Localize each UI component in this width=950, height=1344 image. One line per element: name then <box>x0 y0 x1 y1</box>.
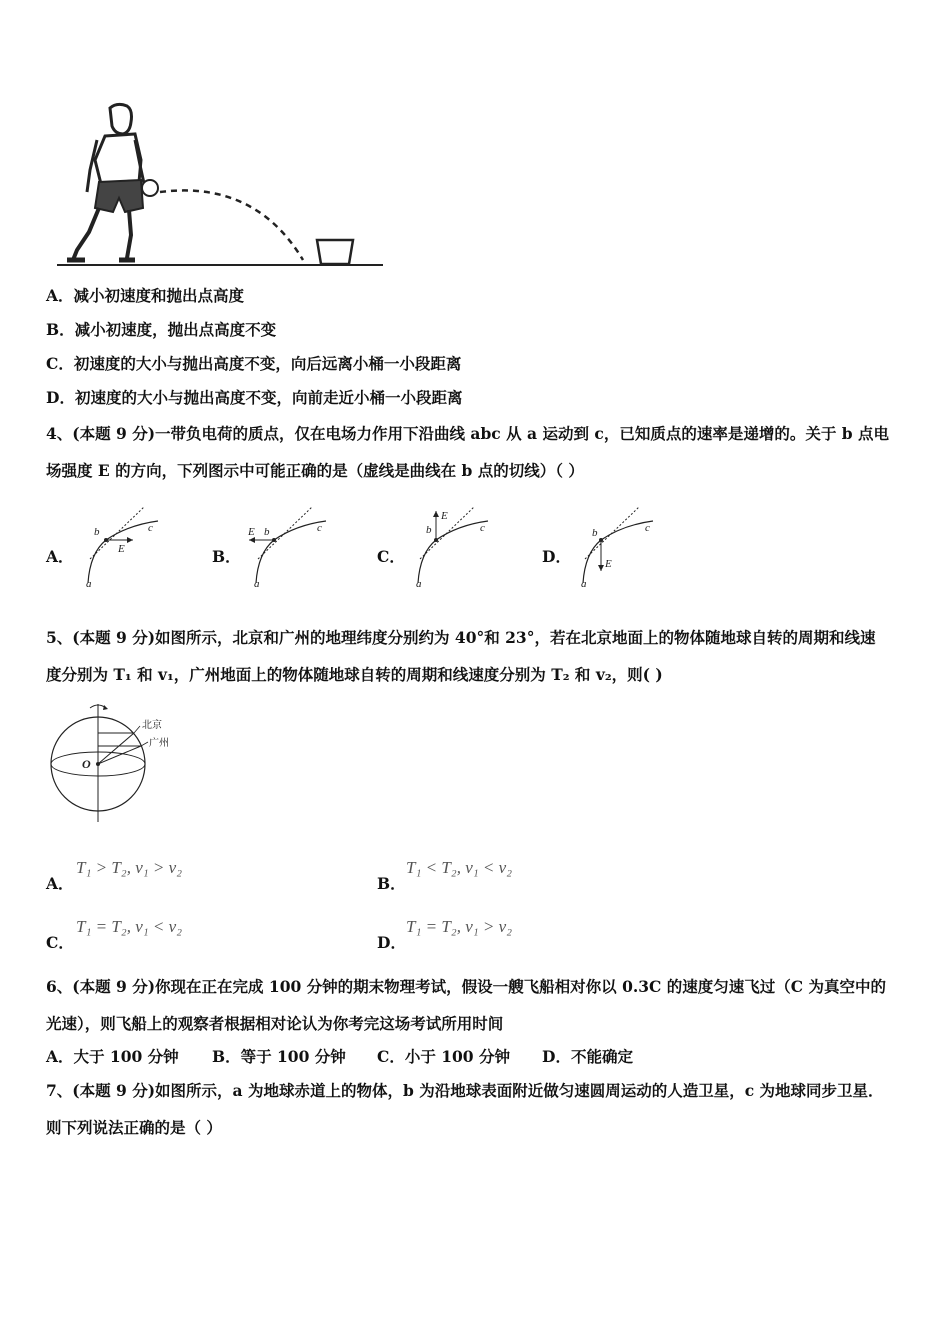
q3-option-a[interactable]: A．减小初速度和抛出点高度 <box>46 286 245 305</box>
q5-option-d-label[interactable]: D． <box>377 933 406 952</box>
q5-label-center: O <box>82 757 91 771</box>
q5-option-b-label[interactable]: B． <box>377 874 406 893</box>
q5-label-guangzhou: 广州 <box>149 738 169 749</box>
q4-b-label-e: E <box>248 526 255 538</box>
q4-option-d-label[interactable]: D． <box>542 547 571 566</box>
q5-stem-line2: 度分别为 T₁ 和 v₁，广州地面上的物体随地球自转的周期和线速度分别为 T₂ 和 v₂，则( ) <box>46 665 663 684</box>
q5-option-a-expr[interactable]: T₁ > T₂, v₁ > v₂ <box>76 858 183 877</box>
q5-option-c-label[interactable]: C． <box>46 933 74 952</box>
q4-c-label-e: E <box>441 510 448 522</box>
q5-label-beijing: 北京 <box>142 720 162 731</box>
q5-option-d-expr[interactable]: T₁ = T₂, v₁ > v₂ <box>406 917 513 936</box>
q4-c-label-b: b <box>426 524 432 536</box>
q4-stem-line1: 4、(本题 9 分)一带负电荷的质点，仅在电场力作用下沿曲线 abc 从 a 运动到 c，已知质点的速率是递增的。关于 b 点电 <box>46 424 889 443</box>
q4-c-label-a: a <box>416 578 422 590</box>
q4-c-label-c: c <box>480 522 485 534</box>
q4-a-label-e: E <box>118 543 125 555</box>
q4-figure-a <box>78 505 178 590</box>
q7-stem-line1: 7、(本题 9 分)如图所示，a 为地球赤道上的物体，b 为沿地球表面附近做匀速圆周运动的人造卫星，c 为地球同步卫星． <box>46 1081 884 1100</box>
q4-a-label-a: a <box>86 578 92 590</box>
q3-option-b[interactable]: B．减小初速度，抛出点高度不变 <box>46 320 277 339</box>
q4-figure-b <box>244 505 344 590</box>
q3-option-d[interactable]: D．初速度的大小与抛出高度不变，向前走近小桶一小段距离 <box>46 388 463 407</box>
q4-figure-c <box>410 505 510 590</box>
q4-d-label-a: a <box>581 578 587 590</box>
q5-stem-line1: 5、(本题 9 分)如图所示，北京和广州的地理纬度分别约为 40°和 23°，若在北京地面上的物体随地球自转的周期和线速 <box>46 628 876 647</box>
q6-stem-line1: 6、(本题 9 分)你现在正在完成 100 分钟的期末物理考试，假设一艘飞船相对你以 0.3C 的速度匀速飞过（C 为真空中的 <box>46 977 887 996</box>
q5-option-b-expr[interactable]: T₁ < T₂, v₁ < v₂ <box>406 858 513 877</box>
throwing-figure <box>55 100 385 270</box>
q3-option-c[interactable]: C．初速度的大小与抛出高度不变，向后远离小桶一小段距离 <box>46 354 462 373</box>
q6-option-d[interactable]: D．不能确定 <box>542 1047 633 1066</box>
q4-b-label-b: b <box>264 526 270 538</box>
q6-stem-line2: 光速），则飞船上的观察者根据相对论认为你考完这场考试所用时间 <box>46 1014 504 1033</box>
q5-option-a-label[interactable]: A． <box>46 874 74 893</box>
q5-globe-figure <box>48 700 188 825</box>
q4-stem-line2: 场强度 E 的方向，下列图示中可能正确的是（虚线是曲线在 b 点的切线）（ ） <box>46 461 584 480</box>
q4-b-label-c: c <box>317 522 322 534</box>
q7-stem-line2: 则下列说法正确的是（ ） <box>46 1118 222 1137</box>
q4-b-label-a: a <box>254 578 260 590</box>
q5-option-c-expr[interactable]: T₁ = T₂, v₁ < v₂ <box>76 917 183 936</box>
q4-option-c-label[interactable]: C． <box>377 547 405 566</box>
q4-option-a-label[interactable]: A． <box>46 547 74 566</box>
q4-d-label-e: E <box>605 558 612 570</box>
q4-option-b-label[interactable]: B． <box>212 547 241 566</box>
q4-a-label-b: b <box>94 526 100 538</box>
q6-option-c[interactable]: C．小于 100 分钟 <box>377 1047 510 1066</box>
q6-option-b[interactable]: B．等于 100 分钟 <box>212 1047 346 1066</box>
q4-d-label-c: c <box>645 522 650 534</box>
q4-d-label-b: b <box>592 527 598 539</box>
q4-figure-d <box>575 505 675 590</box>
q6-option-a[interactable]: A．大于 100 分钟 <box>46 1047 179 1066</box>
q4-a-label-c: c <box>148 522 153 534</box>
